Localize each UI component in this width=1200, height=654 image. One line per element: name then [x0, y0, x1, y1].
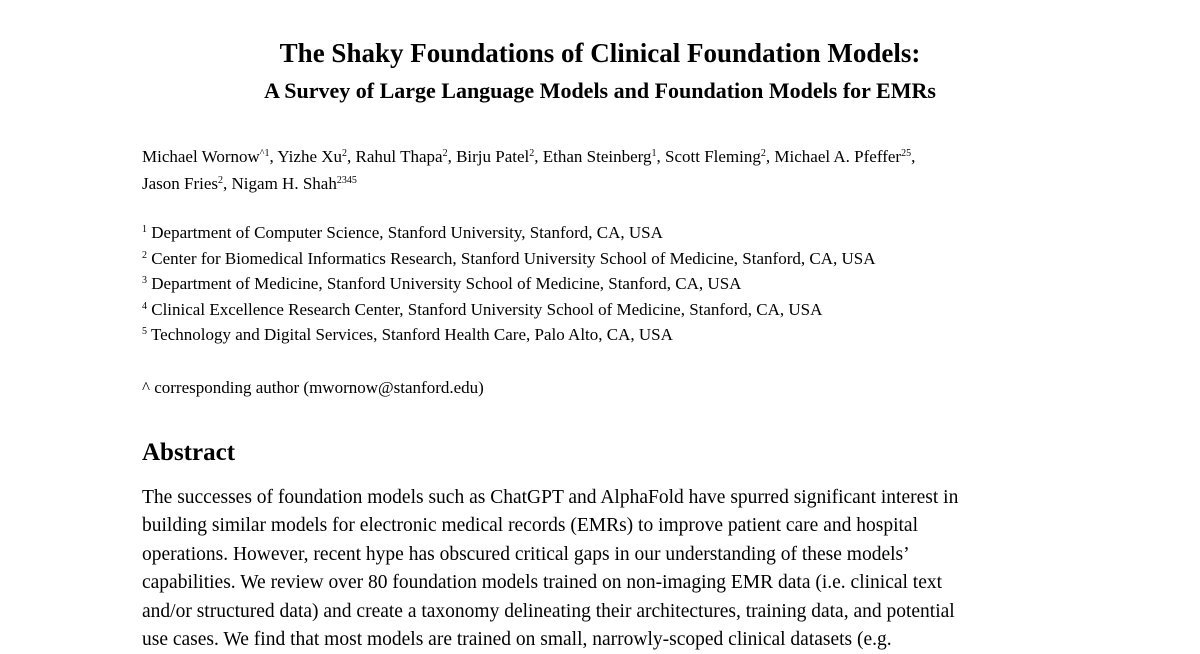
corresponding-author-note: ^ corresponding author (mwornow@stanford.edu): [142, 378, 484, 397]
affiliation-number: 4: [142, 300, 147, 312]
author-name: Yizhe Xu: [277, 147, 343, 166]
author-affiliation-marker: 25: [901, 148, 912, 159]
affiliation: [142, 246, 1062, 272]
author-affiliation-marker: 2: [760, 148, 766, 159]
author-affiliation-marker: 2345: [336, 175, 357, 186]
author: [277, 147, 355, 166]
author-separator: ,: [765, 147, 775, 166]
abstract-line: building similar models for electronic medical records (EMRs) to improve patient care and hospital: [142, 515, 918, 537]
author-separator: ,: [347, 147, 356, 166]
author-separator: ,: [223, 174, 232, 193]
author-name: Michael Wornow: [142, 147, 260, 166]
abstract-line: and/or structured data) and create a taxonomy delineating their architectures, training data, and potential: [142, 600, 955, 622]
author-affiliation-marker: 2: [442, 148, 448, 159]
abstract-heading: Abstract: [142, 439, 236, 466]
author-affiliation-marker: 2: [342, 148, 348, 159]
abstract-line: operations. However, recent hype has obscured critical gaps in our understanding of these models’: [142, 543, 910, 565]
affiliation-number: 2: [142, 249, 147, 261]
affiliation-number: 3: [142, 275, 147, 287]
author: [665, 147, 774, 166]
paper-subtitle: A Survey of Large Language Models and Foundation Models for EMRs: [264, 78, 936, 103]
author: [142, 174, 232, 193]
paper-title: The Shaky Foundations of Clinical Foundation Models:: [279, 38, 921, 68]
author-affiliation-marker: 2: [218, 175, 224, 186]
author-affiliation-marker: ^1: [259, 148, 270, 159]
author: [356, 147, 457, 166]
affiliation: [142, 322, 1062, 348]
affiliation-text: Department of Medicine, Stanford University School of Medicine, Stanford, CA, USA: [151, 274, 742, 294]
author-affiliation-marker: 1: [651, 148, 657, 159]
author: [456, 147, 543, 166]
author-name: Rahul Thapa: [355, 147, 443, 166]
author: [543, 147, 665, 166]
affiliation-number: 1: [142, 224, 147, 235]
author: [142, 147, 277, 166]
author-name: Nigam H. Shah: [231, 174, 337, 193]
abstract-line: use cases. We find that most models are trained on small, narrowly-scoped clinical datasets (e.g.: [142, 629, 892, 651]
affiliation-text: Department of Computer Science, Stanford University, Stanford, CA, USA: [151, 223, 663, 242]
author-name: Scott Fleming: [665, 147, 761, 166]
author-separator: ,: [534, 147, 543, 166]
affiliation: [142, 297, 1062, 323]
author-separator: ,: [447, 147, 457, 166]
affiliation-text: Center for Biomedical Informatics Research, Stanford University School of Medicine, Stanford, CA, USA: [151, 248, 876, 268]
author-affiliation-marker: 2: [529, 148, 535, 159]
abstract-text: [142, 484, 1062, 654]
abstract-line: capabilities. We review over 80 foundation models trained on non-imaging EMR data (i.e. clinical text: [142, 572, 943, 594]
affiliation-text: Clinical Excellence Research Center, Stanford University School of Medicine, Stanford, CA, USA: [151, 299, 823, 319]
affiliation-list: [142, 220, 1062, 348]
affiliation-number: 5: [142, 326, 147, 338]
author: [774, 147, 915, 166]
author-name: Birju Patel: [456, 147, 530, 166]
author-separator: ,: [911, 147, 916, 166]
author-separator: ,: [269, 147, 278, 166]
affiliation: [142, 220, 1062, 246]
affiliation-text: Technology and Digital Services, Stanford Health Care, Palo Alto, CA, USA: [150, 325, 673, 345]
author-separator: ,: [656, 147, 666, 166]
abstract-line: The successes of foundation models such as ChatGPT and AlphaFold have spurred significant interest in: [142, 487, 959, 508]
author: [232, 174, 357, 193]
author-list: [142, 143, 1062, 197]
affiliation: [142, 271, 1062, 297]
author-name: Michael A. Pfeffer: [774, 147, 902, 166]
author-name: Jason Fries: [142, 174, 219, 193]
author-name: Ethan Steinberg: [542, 147, 652, 166]
